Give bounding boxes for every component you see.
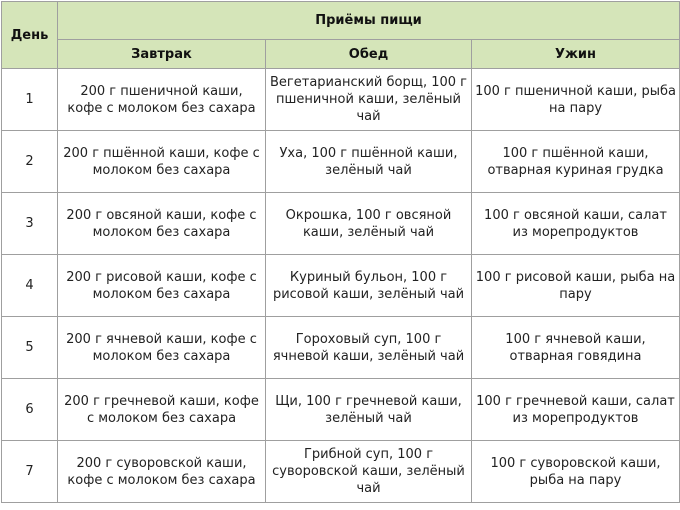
day-cell: 6 bbox=[2, 379, 58, 441]
breakfast-cell: 200 г суворовской каши, кофе с молоком без сахара bbox=[58, 441, 266, 503]
table-header bbox=[2, 2, 680, 69]
table-row bbox=[2, 255, 680, 317]
table-row bbox=[2, 69, 680, 131]
dinner-cell: 100 г рисовой каши, рыба на пару bbox=[472, 255, 680, 317]
lunch-cell: Уха, 100 г пшённой каши, зелёный чай bbox=[266, 131, 472, 193]
dinner-cell: 100 г ячневой каши, отварная говядина bbox=[472, 317, 680, 379]
day-cell: 4 bbox=[2, 255, 58, 317]
table-body bbox=[2, 69, 680, 503]
lunch-cell: Окрошка, 100 г овсяной каши, зелёный чай bbox=[266, 193, 472, 255]
table-row bbox=[2, 379, 680, 441]
breakfast-cell: 200 г гречневой каши, кофе с молоком без сахара bbox=[58, 379, 266, 441]
header-lunch: Обед bbox=[266, 40, 472, 69]
header-dinner: Ужин bbox=[472, 40, 680, 69]
dinner-cell: 100 г овсяной каши, салат из морепродуктов bbox=[472, 193, 680, 255]
lunch-cell: Грибной суп, 100 г суворовской каши, зелёный чай bbox=[266, 441, 472, 503]
day-cell: 3 bbox=[2, 193, 58, 255]
lunch-cell: Гороховый суп, 100 г ячневой каши, зелёный чай bbox=[266, 317, 472, 379]
lunch-cell: Куриный бульон, 100 г рисовой каши, зелёный чай bbox=[266, 255, 472, 317]
day-cell: 1 bbox=[2, 69, 58, 131]
dinner-cell: 100 г гречневой каши, салат из морепродуктов bbox=[472, 379, 680, 441]
day-cell: 5 bbox=[2, 317, 58, 379]
table-row bbox=[2, 131, 680, 193]
breakfast-cell: 200 г ячневой каши, кофе с молоком без сахара bbox=[58, 317, 266, 379]
day-cell: 2 bbox=[2, 131, 58, 193]
dinner-cell: 100 г пшеничной каши, рыба на пару bbox=[472, 69, 680, 131]
header-row-meals bbox=[2, 40, 680, 69]
breakfast-cell: 200 г пшеничной каши, кофе с молоком без сахара bbox=[58, 69, 266, 131]
header-breakfast: Завтрак bbox=[58, 40, 266, 69]
table-row bbox=[2, 193, 680, 255]
lunch-cell: Щи, 100 г гречневой каши, зелёный чай bbox=[266, 379, 472, 441]
breakfast-cell: 200 г пшённой каши, кофе с молоком без сахара bbox=[58, 131, 266, 193]
breakfast-cell: 200 г овсяной каши, кофе с молоком без сахара bbox=[58, 193, 266, 255]
breakfast-cell: 200 г рисовой каши, кофе с молоком без сахара bbox=[58, 255, 266, 317]
table-row bbox=[2, 317, 680, 379]
lunch-cell: Вегетарианский борщ, 100 г пшеничной каши, зелёный чай bbox=[266, 69, 472, 131]
diet-menu-table bbox=[1, 1, 680, 503]
dinner-cell: 100 г пшённой каши, отварная куриная грудка bbox=[472, 131, 680, 193]
header-row-top bbox=[2, 2, 680, 40]
day-cell: 7 bbox=[2, 441, 58, 503]
dinner-cell: 100 г суворовской каши, рыба на пару bbox=[472, 441, 680, 503]
table-row bbox=[2, 441, 680, 503]
header-day: День bbox=[2, 2, 58, 69]
header-meals: Приёмы пищи bbox=[58, 2, 680, 40]
